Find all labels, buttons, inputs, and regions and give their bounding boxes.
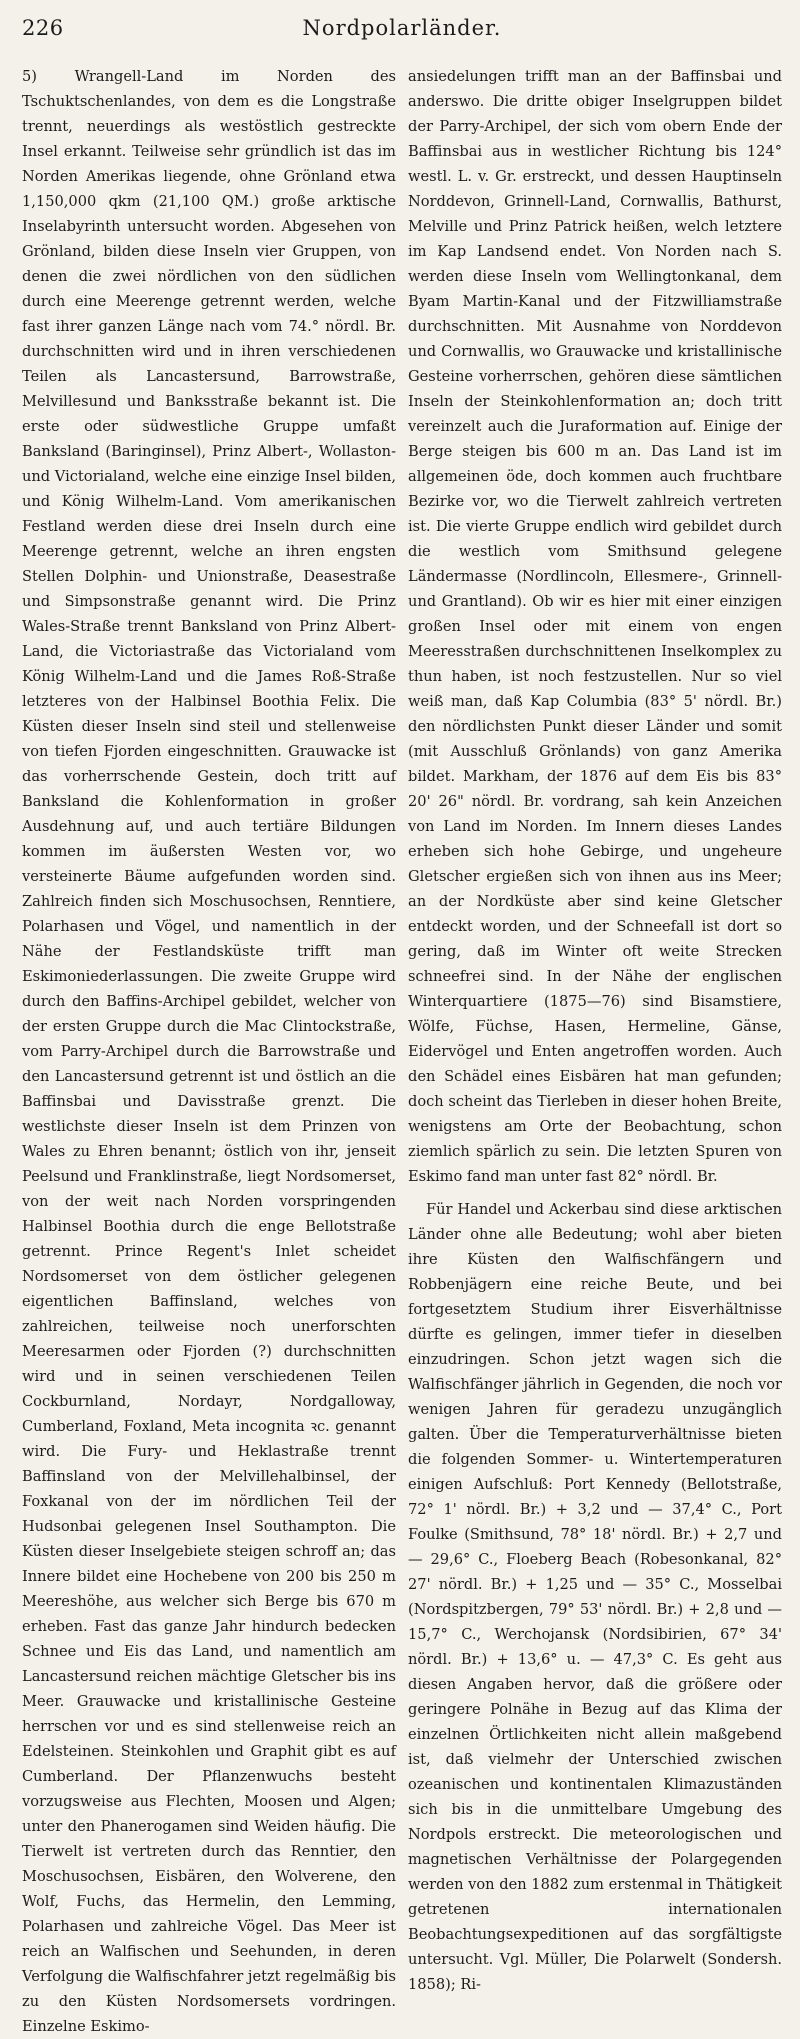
right-column (408, 64, 782, 2039)
text-columns (22, 64, 782, 2039)
running-title: Nordpolarländer. (302, 16, 502, 40)
page-header (22, 16, 782, 56)
page-number: 226 (22, 16, 64, 40)
left-paragraph-1: 5) Wrangell-Land im Norden des Tschuktschenlandes, von dem es die Longstraße trennt, neuerdings als westöstlich gestreckte Insel erkannt. Teilweise sehr gründlich ist das im Norden Amerikas liegende, ohne Grönland etwa 1,150,000 qkm (21,100 QM.) große arktische Inselabyrinth untersucht worden. Abgesehen von Grönland, bilden diese Inseln vier Gruppen, von denen die zwei nördlichen von den südlichen durch eine Meerenge getrennt werden, welche fast ihrer ganzen Länge nach vom 74.° nördl. Br. durchschnitten wird und in ihren verschiedenen Teilen als Lancastersund, Barrowstraße, Melvillesund und Banksstraße bekannt ist. Die erste oder südwestliche Gruppe umfaßt Banksland (Baringinsel), Prinz Albert-, Wollaston- und Victorialand, welche eine einzige Insel bilden, und König Wilhelm-Land. Vom amerikanischen Festland werden diese drei Inseln durch eine Meerenge getrennt, welche an ihren engsten Stellen Dolphin- und Unionstraße, Deasestraße und Simpsonstraße genannt wird. Die Prinz Wales-Straße trennt Banksland von Prinz Albert-Land, die Victoriastraße das Victorialand vom König Wilhelm-Land und die James Roß-Straße letzteres von der Halbinsel Boothia Felix. Die Küsten dieser Inseln sind steil und stellenweise von tiefen Fjorden eingeschnitten. Grauwacke ist das vorherrschende Gestein, doch tritt auf Banksland die Kohlenformation in großer Ausdehnung auf, und auch tertiäre Bildungen kommen im äußersten Westen vor, wo versteinerte Bäume aufgefunden worden sind. Zahlreich finden sich Moschusochsen, Renntiere, Polarhasen und Vögel, und namentlich in der Nähe der Festlandsküste trifft man Eskimoniederlassungen. Die zweite Gruppe wird durch den Baffins-Archipel gebildet, welcher von der ersten Gruppe durch die Mac Clintockstraße, vom Parry-Archipel durch die Barrowstraße und den Lancastersund getrennt ist und östlich an die Baffinsbai und Davisstraße grenzt. Die westlichste dieser Inseln ist dem Prinzen von Wales zu Ehren benannt; östlich von ihr, jenseit Peelsund und Franklinstraße, liegt Nordsomerset, von der weit nach Norden vorspringenden Halbinsel Boothia durch die enge Bellotstraße getrennt. Prince Regent's Inlet scheidet Nordsomerset von dem östlicher gelegenen eigentlichen Baffinsland, welches von zahlreichen, teilweise noch unerforschten Meeresarmen oder Fjorden (?) durchschnitten wird und in seinen verschiedenen Teilen Cockburnland, Nordayr, Nordgalloway, Cumberland, Foxland, Meta incognita ꝛc. genannt wird. Die Fury- und Heklastraße trennt Baffinsland von der Melvillehalbinsel, der Foxkanal von der im nördlichen Teil der Hudsonbai gelegenen Insel Southampton. Die Küsten dieser Inselgebiete steigen schroff an; das Innere bildet eine Hochebene von 200 bis 250 m Meereshöhe, aus welcher sich Berge bis 670 m erheben. Fast das ganze Jahr hindurch bedecken Schnee und Eis das Land, und namentlich am Lancastersund reichen mächtige Gletscher bis ins Meer. Grauwacke und kristallinische Gesteine herrschen vor und es sind stellenweise reich an Edelsteinen. Steinkohlen und Graphit gibt es auf Cumberland. Der Pflanzenwuchs besteht vorzugsweise aus Flechten, Moosen und Algen; unter den Phanerogamen sind Weiden häufig. Die Tierwelt ist vertreten durch das Renntier, den Moschusochsen, Eisbären, den Wolverene, den Wolf, Fuchs, das Hermelin, den Lemming, Polarhasen und zahlreiche Vögel. Das Meer ist reich an Walfischen und Seehunden, in deren Verfolgung die Walfischfahrer jetzt regelmäßig bis zu den Küsten Nordsomersets vordringen. Einzelne Eskimo- (22, 68, 396, 2035)
left-column (22, 64, 396, 2039)
right-paragraph-1: ansiedelungen trifft man an der Baffinsbai und anderswo. Die dritte obiger Inselgruppen bildet der Parry-Archipel, der sich vom obern Ende der Baffinsbai aus in westlicher Richtung bis 124° westl. L. v. Gr. erstreckt, und dessen Hauptinseln Norddevon, Grinnell-Land, Cornwallis, Bathurst, Melville und Prinz Patrick heißen, welch letztere im Kap Landsend endet. Von Norden nach S. werden diese Inseln vom Wellingtonkanal, dem Byam Martin-Kanal und der Fitzwilliamstraße durchschnitten. Mit Ausnahme von Norddevon und Cornwallis, wo Grauwacke und kristallinische Gesteine vorherrschen, gehören diese sämtlichen Inseln der Steinkohlenformation an; doch tritt vereinzelt auch die Juraformation auf. Einige der Berge steigen bis 600 m an. Das Land ist im allgemeinen öde, doch kommen auch fruchtbare Bezirke vor, wo die Tierwelt zahlreich vertreten ist. Die vierte Gruppe endlich wird gebildet durch die westlich vom Smithsund gelegene Ländermasse (Nordlincoln, Ellesmere-, Grinnell- und Grantland). Ob wir es hier mit einer einzigen großen Insel oder mit einem von engen Meeresstraßen durchschnittenen Inselkomplex zu thun haben, ist noch festzustellen. Nur so viel weiß man, daß Kap Columbia (83° 5' nördl. Br.) den nördlichsten Punkt dieser Länder und somit (mit Ausschluß Grönlands) von ganz Amerika bildet. Markham, der 1876 auf dem Eis bis 83° 20' 26" nördl. Br. vordrang, sah kein Anzeichen von Land im Norden. Im Innern dieses Landes erheben sich hohe Gebirge, und ungeheure Gletscher ergießen sich von ihnen aus ins Meer; an der Nordküste aber sind keine Gletscher entdeckt worden, und der Schneefall ist dort so gering, daß im Winter oft weite Strecken schneefrei sind. In der Nähe der englischen Winterquartiere (1875—76) sind Bisamstiere, Wölfe, Füchse, Hasen, Hermeline, Gänse, Eidervögel und Enten angetroffen worden. Auch den Schädel eines Eisbären hat man gefunden; doch scheint das Tierleben in dieser hohen Breite, wenigstens am Orte der Beobachtung, schon ziemlich spärlich zu sein. Die letzten Spuren von Eskimo fand man unter fast 82° nördl. Br. (408, 68, 782, 1185)
right-paragraph-2: Für Handel und Ackerbau sind diese arktischen Länder ohne alle Bedeutung; wohl aber bieten ihre Küsten den Walfischfängern und Robbenjägern eine reiche Beute, und bei fortgesetztem Studium ihrer Eisverhältnisse dürfte es gelingen, immer tiefer in dieselben einzudringen. Schon jetzt wagen sich die Walfischfänger jährlich in Gegenden, die noch vor wenigen Jahren für geradezu unzugänglich galten. Über die Temperaturverhältnisse bieten die folgenden Sommer- u. Wintertemperaturen einigen Aufschluß: Port Kennedy (Bellotstraße, 72° 1' nördl. Br.) + 3,2 und — 37,4° C., Port Foulke (Smithsund, 78° 18' nördl. Br.) + 2,7 und — 29,6° C., Floeberg Beach (Robesonkanal, 82° 27' nördl. Br.) + 1,25 und — 35° C., Mosselbai (Nordspitzbergen, 79° 53' nördl. Br.) + 2,8 und — 15,7° C., Werchojansk (Nordsibirien, 67° 34' nördl. Br.) + 13,6° u. — 47,3° C. Es geht aus diesen Angaben hervor, daß die größere oder geringere Polnähe in Bezug auf das Klima der einzelnen Örtlichkeiten nicht allein maßgebend ist, daß vielmehr der Unterschied zwischen ozeanischen und kontinentalen Klimazuständen sich bis in die unmittelbare Umgebung des Nordpols erstreckt. Die meteorologischen und magnetischen Verhältnisse der Polargegenden werden von den 1882 zum erstenmal in Thätigkeit getretenen internationalen Beobachtungsexpeditionen auf das sorgfältigste untersucht. Vgl. Müller, Die Polarwelt (Sondersh. 1858); Ri- (408, 1201, 782, 1993)
